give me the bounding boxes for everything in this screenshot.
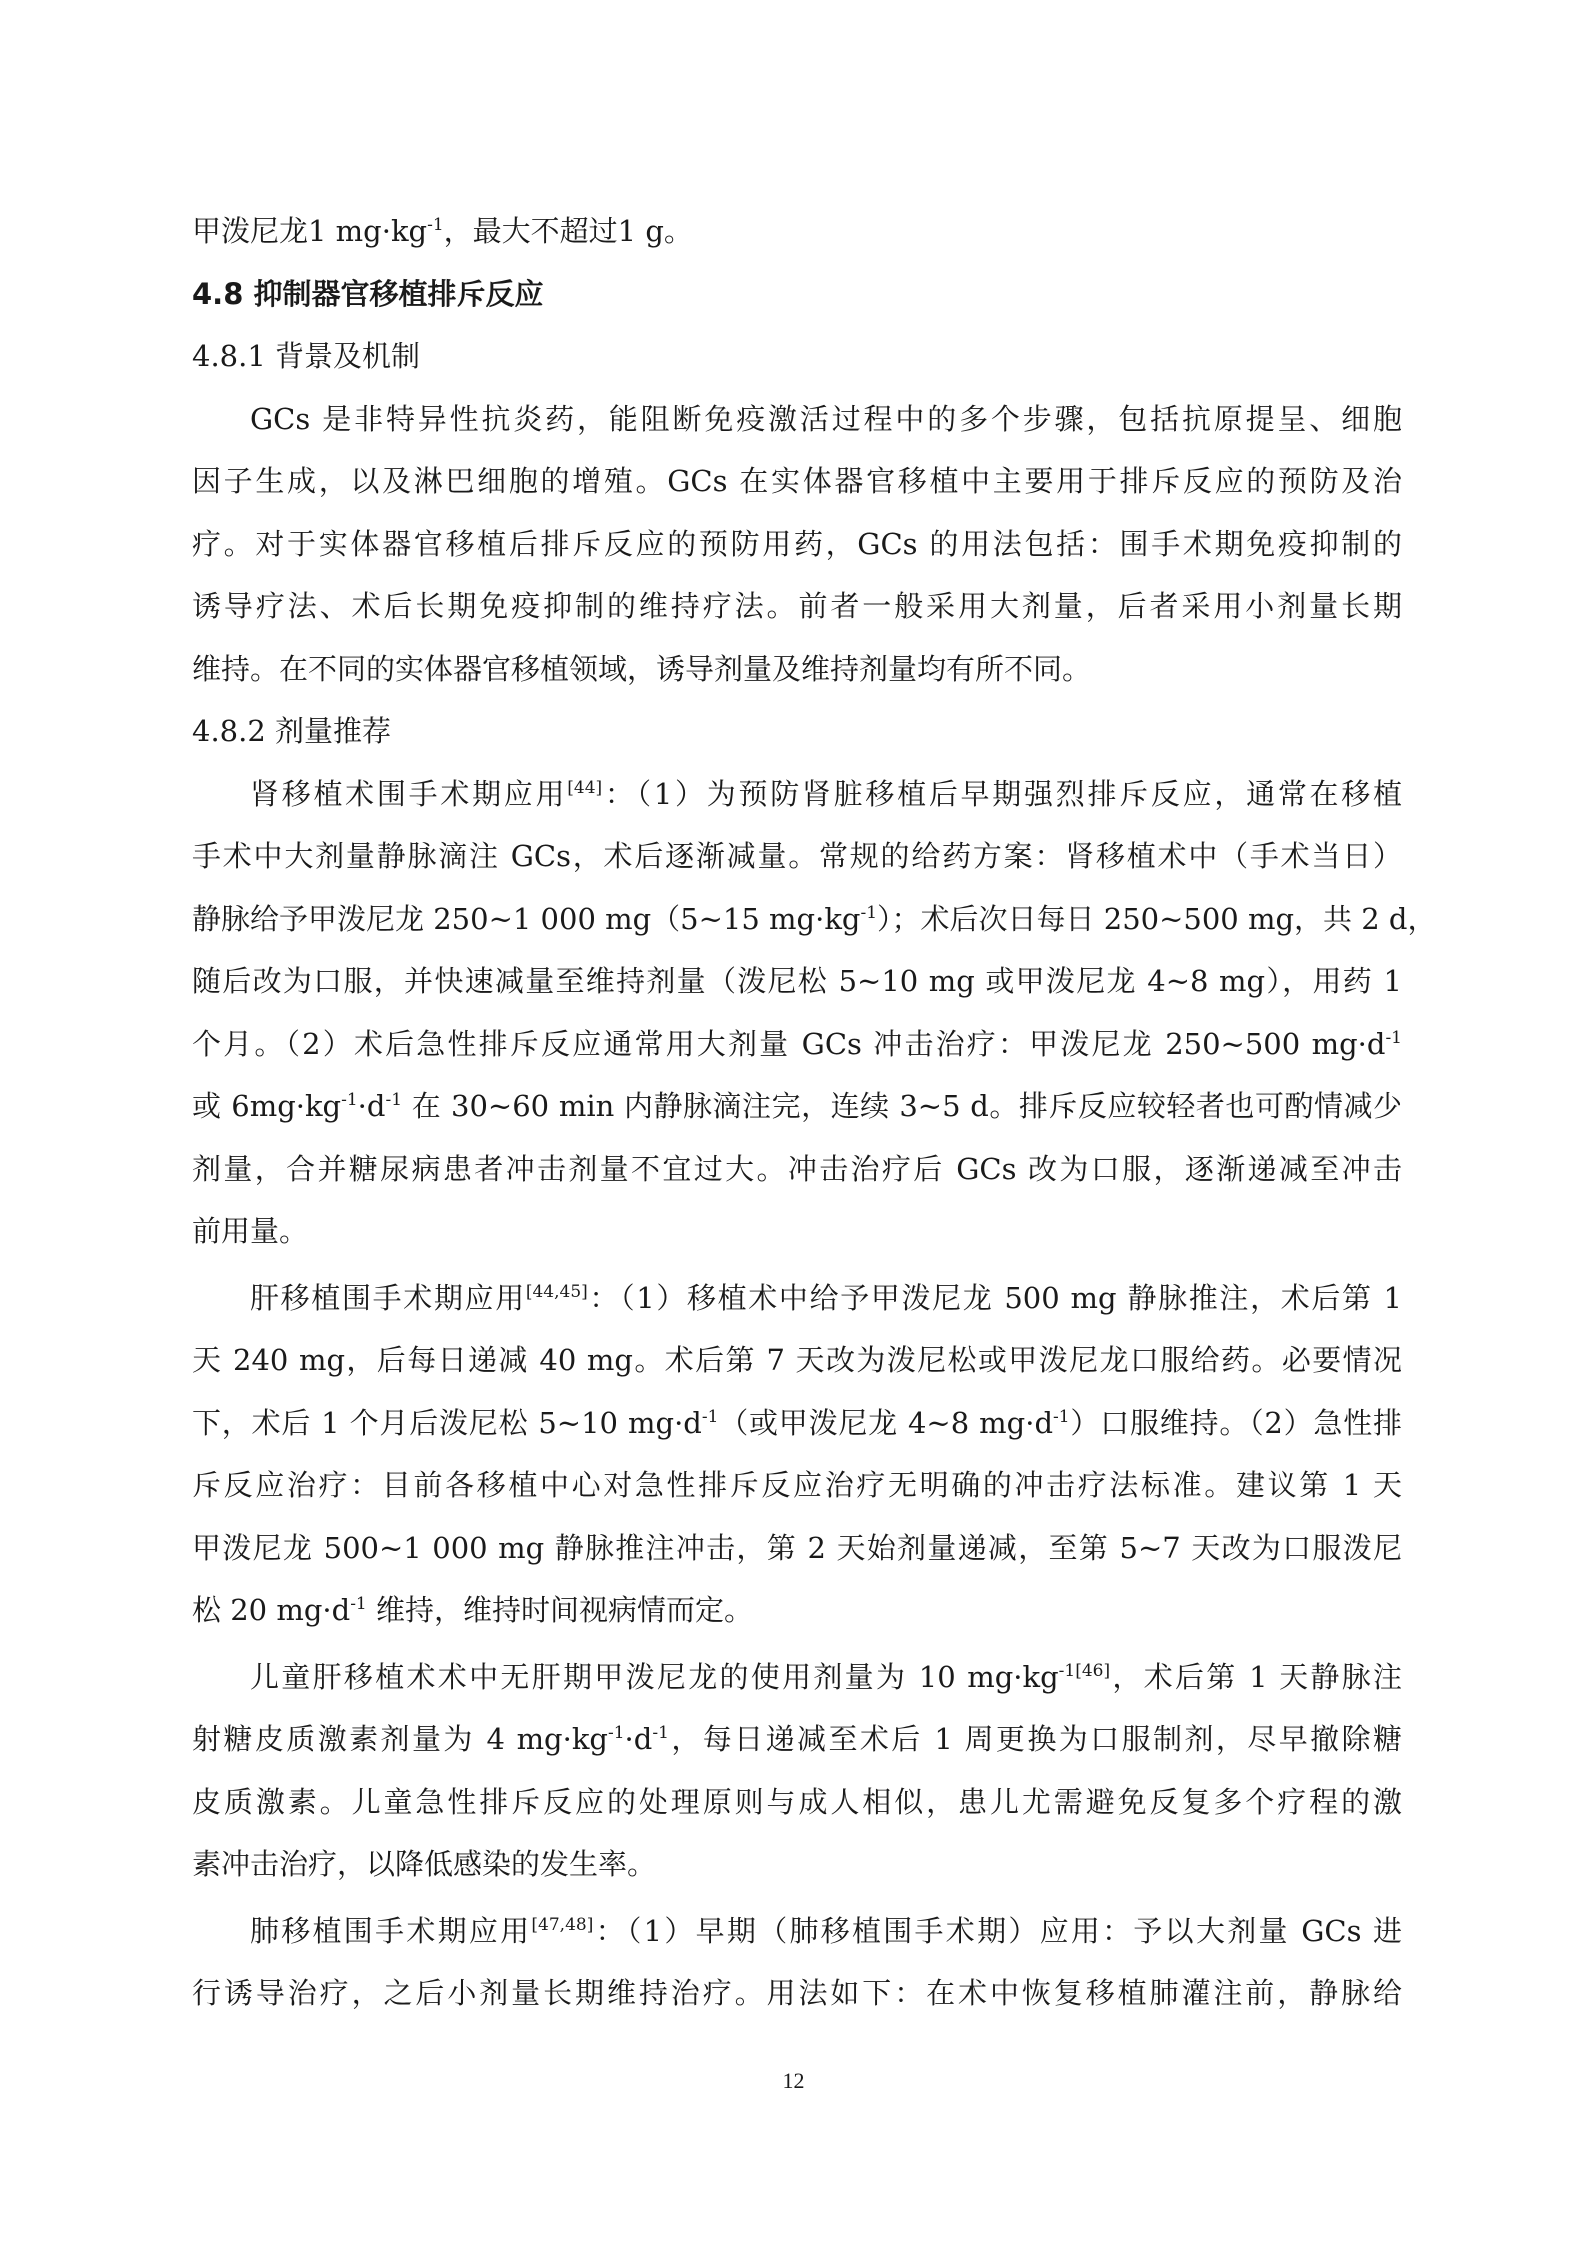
text-line: 随后改为口服，并快速减量至维持剂量（泼尼松 5~10 mg 或甲泼尼龙 4~8 mg），用药 1 [192,964,1402,998]
text-line [192,1900,1402,1963]
text-run: 维持，维持时间视病情而定。 [366,1593,753,1627]
text-line: 皮质激素。儿童急性排斥反应的处理原则与成人相似，患儿尤需避免反复多个疗程的激 [192,1784,1402,1819]
text-run: ）口服维持。（2）急性排 [1069,1405,1403,1440]
citation: [47,48] [531,1914,594,1935]
citation: [44] [567,777,603,798]
superscript: -1 [860,902,878,923]
text-run: 射糖皮质激素剂量为 4 mg·kg [192,1722,608,1756]
text-run: （或甲泼尼龙 4~8 mg·d [718,1405,1054,1440]
text-line: 斥反应治疗：目前各移植中心对急性排斥反应治疗无明确的冲击疗法标准。建议第 1 天 [192,1468,1402,1502]
text-line: 维持。在不同的实体器官移植领域，诱导剂量及维持剂量均有所不同。 [192,651,1092,686]
text-run: ：（1）为预防肾脏移植后早期强烈排斥反应，通常在移植 [602,776,1402,811]
text-line: 甲泼尼龙 500~1 000 mg 静脉推注冲击，第 2 天始剂量递减，至第 5~7 天改为口服泼尼 [192,1530,1402,1565]
text-line: 前用量。 [192,1214,309,1248]
superscript: -1 [350,1594,367,1614]
text-line [192,763,1402,826]
superscript: -1 [701,1406,719,1427]
text-line: 行诱导治疗，之后小剂量长期维持治疗。用法如下：在术中恢复移植肺灌注前，静脉给 [192,1976,1402,2010]
text-line [192,1267,1402,1330]
text-line: 因子生成，以及淋巴细胞的增殖。GCs 在实体器官移植中主要用于排斥反应的预防及治 [192,464,1402,498]
text-line: 天 240 mg，后每日递减 40 mg。术后第 7 天改为泼尼松或甲泼尼龙口服给药。必要情况 [192,1343,1402,1377]
text-line: 疗。对于实体器官移植后排斥反应的预防用药，GCs 的用法包括：围手术期免疫抑制的 [192,526,1402,561]
text-run: ：（1）早期（肺移植围手术期）应用：予以大剂量 GCs 进 [593,1913,1402,1948]
subsection-heading: 4.8.2 剂量推荐 [192,714,392,748]
text-line: 手术中大剂量静脉滴注 GCs，术后逐渐减量。常规的给药方案：肾移植术中（手术当日） [192,839,1402,873]
text-line [192,200,1402,263]
text-line [192,1646,1402,1709]
page-number: 12 [782,2068,805,2093]
text-run: 个月。（2）术后急性排斥反应通常用大剂量 GCs 冲击治疗：甲泼尼龙 250~500 mg·d [192,1026,1386,1061]
text-run: 下，术后 1 个月后泼尼松 5~10 mg·d [192,1405,702,1440]
superscript: -1 [427,215,444,235]
superscript: -1 [652,1723,669,1743]
text-run: 在 30~60 min 内静脉滴注完，连续 3~5 d。排斥反应较轻者也可酌情减少 [402,1089,1402,1123]
text-run: ，术后第 1 天静脉注 [1110,1659,1402,1694]
text-line: GCs 是非特异性抗炎药，能阻断免疫激活过程中的多个步骤，包括抗原提呈、细胞 [250,401,1402,436]
subsection-heading: 4.8.1 背景及机制 [192,339,421,373]
text-line [192,1579,1402,1642]
text-line [192,1392,1402,1455]
superscript: -1 [607,1723,625,1743]
text-run: 静脉给予甲泼尼龙 250~1 000 mg（5~15 mg·kg [192,901,861,936]
citation: -1[46] [1058,1660,1111,1681]
text-run: ）；术后次日每日 250~500 mg，共 2 d， [877,901,1437,936]
text-run: ，每日递减至术后 1 周更换为口服制剂，尽早撤除糖 [668,1722,1402,1756]
text-run: ·d [624,1722,653,1756]
superscript: -1 [341,1090,358,1110]
text-line [192,1013,1402,1076]
superscript: -1 [1385,1027,1402,1048]
citation: [44,45] [525,1281,588,1302]
text-line [192,888,1437,951]
section-heading: 4.8 抑制器官移植排斥反应 [192,276,544,311]
text-run: 甲泼尼龙1 mg·kg [192,214,428,248]
superscript: -1 [385,1090,403,1110]
text-run: ，最大不超过1 g。 [443,214,693,248]
text-line [192,1075,1402,1138]
page-body [192,200,1437,2025]
text-run: 松 20 mg·d [192,1593,351,1627]
text-run: 儿童肝移植术术中无肝期甲泼尼龙的使用剂量为 10 mg·kg [250,1659,1059,1694]
text-run: 肝移植围手术期应用 [250,1280,526,1315]
text-line: 诱导疗法、术后长期免疫抑制的维持疗法。前者一般采用大剂量，后者采用小剂量长期 [192,589,1402,623]
text-run: ·d [357,1089,386,1123]
text-run: 肺移植围手术期应用 [250,1913,532,1948]
text-run: 或 6mg·kg [192,1089,342,1123]
text-line [192,1708,1402,1771]
text-line: 剂量，合并糖尿病患者冲击剂量不宜过大。冲击治疗后 GCs 改为口服，逐渐递减至冲击 [192,1151,1402,1186]
text-run: ：（1）移植术中给予甲泼尼龙 500 mg 静脉推注，术后第 1 [587,1280,1402,1315]
text-line: 素冲击治疗，以降低感染的发生率。 [192,1847,657,1881]
superscript: -1 [1053,1406,1070,1427]
text-run: 肾移植术围手术期应用 [250,776,568,811]
